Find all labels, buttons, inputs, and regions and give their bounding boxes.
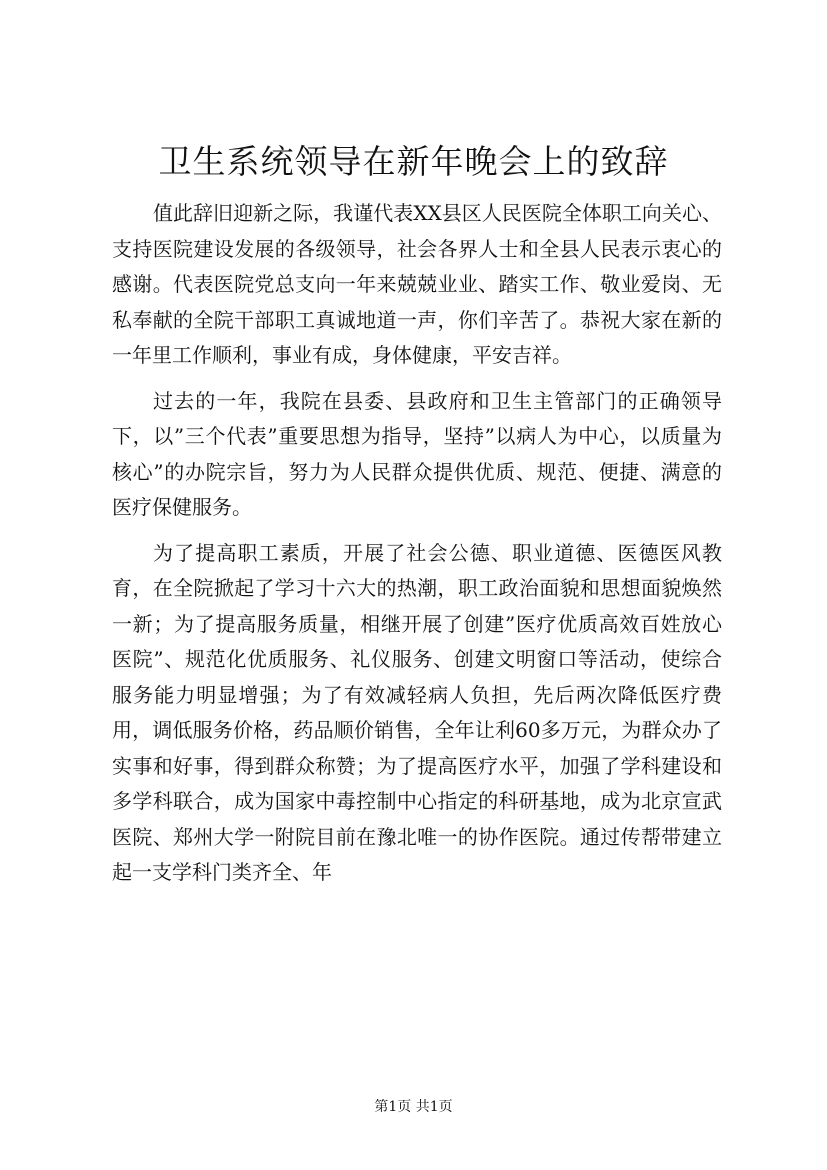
page-footer: 第1页 共1页	[374, 1099, 453, 1115]
document-title: 卫生系统领导在新年晚会上的致辞	[158, 142, 669, 181]
paragraph-2: 过去的一年，我院在县委、县政府和卫生主管部门的正确领导下，以”三个代表”重要思想为指导，坚持”以病人为中心，以质量为核心”的办院宗旨，努力为人民群众提供优质、规范、便捷、满意的医疗保健服务。	[112, 388, 722, 519]
paragraph-3: 为了提高职工素质，开展了社会公德、职业道德、医德医风教育，在全院掀起了学习十六大的热潮，职工政治面貌和思想面貌焕然一新；为了提高服务质量，相继开展了创建”医疗优质高效百姓放心医院”、规范化优质服务、礼仪服务、创建文明窗口等活动，使综合服务能力明显增强；为了有效减轻病人负担，先后两次降低医疗费用，调低服务价格，药品顺价销售，全年让利60多万元，为群众办了实事和好事，得到群众称赞；为了提高医疗水平，加强了学科建设和多学科联合，成为国家中毒控制中心指定的科研基地，成为北京宣武医院、郑州大学一附院目前在豫北唯一的协作医院。通过传帮带建立起一支学科门类齐全、年	[112, 540, 722, 884]
paragraph-1: 值此辞旧迎新之际，我谨代表XX县区人民医院全体职工向关心、支持医院建设发展的各级领导，社会各界人士和全县人民表示衷心的感谢。代表医院党总支向一年来兢兢业业、踏实工作、敬业爱岗、无私奉献的全院干部职工真诚地道一声，你们辛苦了。恭祝大家在新的一年里工作顺利，事业有成，身体健康，平安吉祥。	[112, 201, 722, 367]
document-body	[112, 196, 722, 901]
